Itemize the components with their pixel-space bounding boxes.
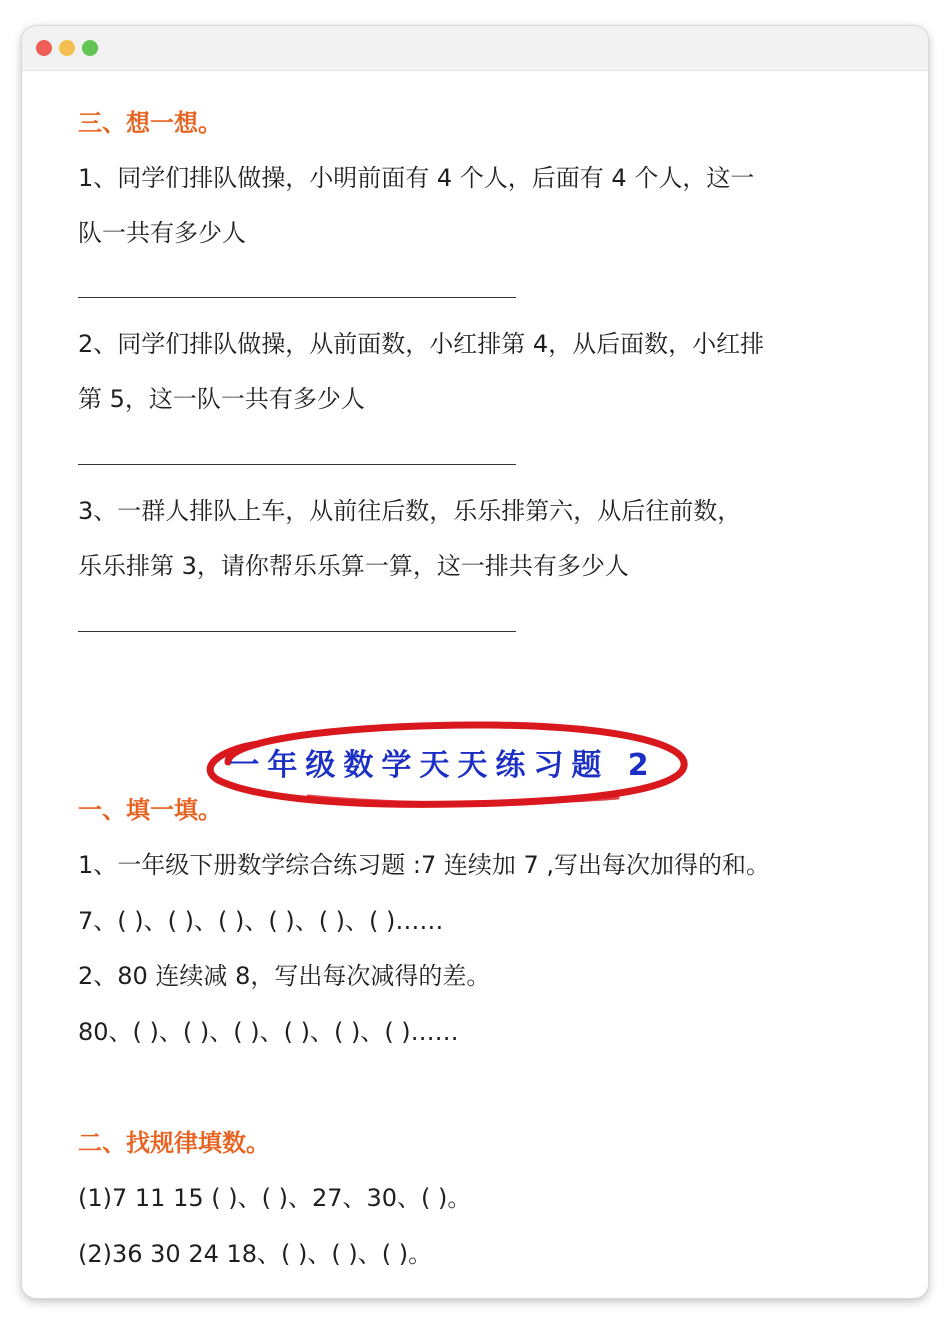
fill-question-1-blanks: 7、( )、( )、( )、( )、( )、( )…… <box>78 907 444 935</box>
question-2-text-cont: 第 5，这一队一共有多少人 <box>78 385 365 413</box>
fill-question-2: 2、80 连续减 8，写出每次减得的差。 <box>78 962 491 990</box>
document-window <box>22 26 928 1298</box>
question-2-text: 2、同学们排队做操，从前面数，小红排第 4，从后面数，小红排 <box>78 330 765 358</box>
pattern-question-1: (1)7 11 15 ( )、( )、27、30、( )。 <box>78 1184 472 1212</box>
section-heading-fill-in: 一、填一填。 <box>78 796 222 824</box>
answer-line-3[interactable] <box>78 631 516 632</box>
worksheet-title: 一年级数学天天练习题 2 <box>229 748 657 783</box>
section-heading-pattern: 二、找规律填数。 <box>78 1129 270 1157</box>
worksheet-title-banner <box>188 714 698 814</box>
question-1-text: 1、同学们排队做操，小明前面有 4 个人，后面有 4 个人，这一 <box>78 164 755 192</box>
question-3-text-cont: 乐乐排第 3，请你帮乐乐算一算，这一排共有多少人 <box>78 552 629 580</box>
answer-line-1[interactable] <box>78 297 516 298</box>
question-1-text-cont: 队一共有多少人 <box>78 219 246 247</box>
fill-question-1: 1、一年级下册数学综合练习题 :7 连续加 7 ,写出每次加得的和。 <box>78 851 771 879</box>
fill-question-2-blanks: 80、( )、( )、( )、( )、( )、( )…… <box>78 1018 459 1046</box>
pattern-question-2: (2)36 30 24 18、( )、( )、( )。 <box>78 1240 433 1268</box>
question-3-text: 3、一群人排队上车，从前往后数，乐乐排第六，从后往前数， <box>78 497 742 525</box>
answer-line-2[interactable] <box>78 464 516 465</box>
worksheet-content <box>22 26 928 1298</box>
section-heading-think: 三、想一想。 <box>78 109 222 137</box>
